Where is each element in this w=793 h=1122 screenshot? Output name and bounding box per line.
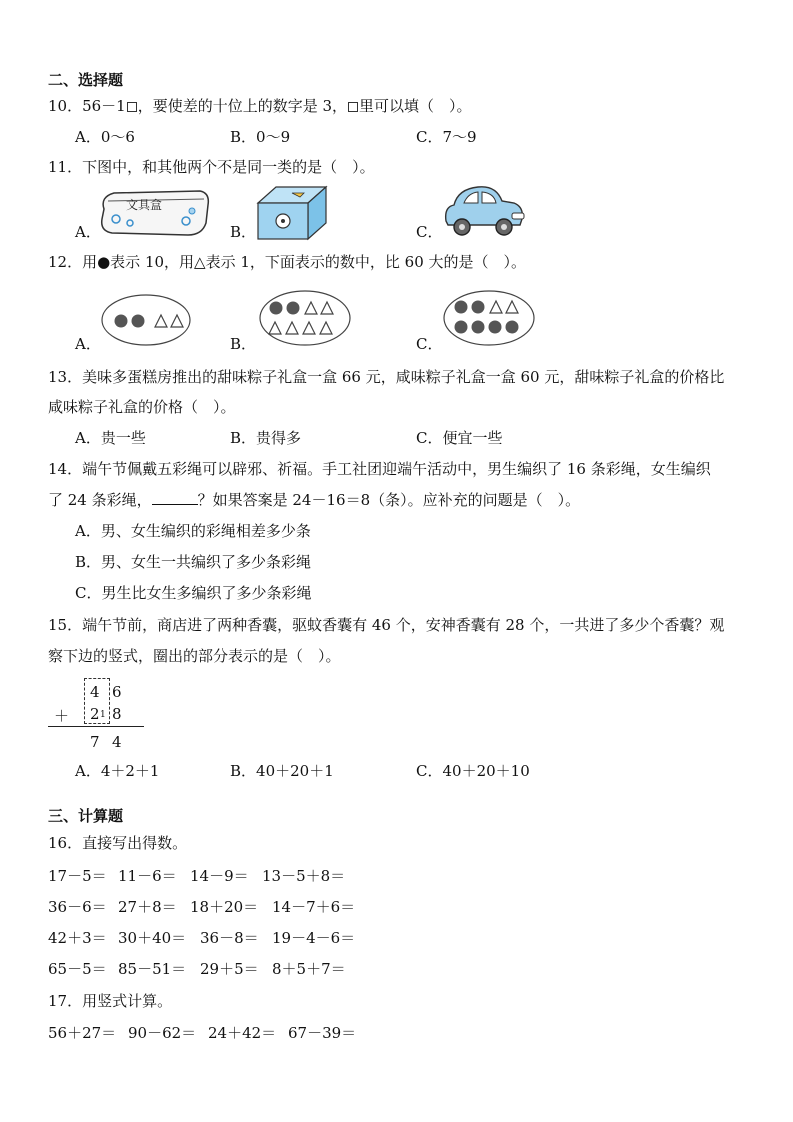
one-triangle-icon (321, 302, 333, 314)
q11-stem: 11．下图中，和其他两个不是同一类的是（ ）。 (48, 158, 375, 176)
ten-dot-icon (455, 301, 468, 314)
q16-stem: 16．直接写出得数。 (48, 834, 188, 852)
one-triangle-icon (269, 322, 281, 334)
one-triangle-icon (171, 315, 183, 327)
q11-option-b[interactable]: B． (230, 223, 257, 241)
q10-stem (48, 96, 472, 116)
q14-stem-line-1: 14．端午节佩戴五彩绳可以辟邪、祈福。手工社团迎端午活动中，男生编织了 16 条彩绳，女生编织 (48, 460, 711, 478)
q16-item: 13－5＋8＝ (262, 867, 346, 885)
q14-stem-line-2 (48, 490, 580, 510)
one-triangle-icon (305, 302, 317, 314)
q12-stem: 12．用●表示 10，用△表示 1，下面表示的数中，比 60 大的是（ ）。 (48, 253, 527, 271)
digit: 4 (112, 733, 122, 751)
blank-box-icon (348, 102, 358, 112)
ten-dot-icon (270, 302, 283, 315)
q16-item: 19－4－6＝ (272, 929, 356, 947)
q14-stem-part-a: 了 24 条彩绳， (48, 491, 152, 509)
q16-item: 18＋20＝ (190, 898, 259, 916)
q10-stem-part-a: 10．56－1 (48, 97, 126, 115)
q12-option-a[interactable]: A． (75, 335, 101, 353)
q12-option-b-figure (258, 288, 352, 348)
ten-dot-icon (489, 321, 502, 334)
q16-item: 29＋5＝ (200, 960, 259, 978)
q15-stem-line-2: 察下边的竖式，圈出的部分表示的是（ ）。 (48, 647, 341, 665)
digit: 4 (90, 683, 100, 701)
ten-dot-icon (287, 302, 300, 315)
q10-stem-part-c: 里可以填（ ）。 (359, 97, 472, 115)
answer-blank[interactable] (152, 490, 198, 505)
section-title-choice: 二、选择题 (48, 71, 124, 89)
q15-option-b[interactable]: B．40＋20＋1 (230, 762, 334, 780)
one-triangle-icon (303, 322, 315, 334)
pencil-box-label: 文具盒 (126, 198, 163, 212)
q16-item: 14－7＋6＝ (272, 898, 356, 916)
q16-row (48, 866, 345, 886)
q11-option-a[interactable]: A． (75, 223, 101, 241)
digit: 2 (90, 705, 100, 723)
q16-item: 42＋3＝ (48, 929, 107, 947)
ten-dot-icon (472, 321, 485, 334)
blank-box-icon (127, 102, 137, 112)
carry-digit: 1 (100, 710, 106, 720)
q14-option-b[interactable]: B．男、女生一共编织了多少条彩绳 (75, 553, 312, 571)
q13-option-b[interactable]: B．贵得多 (230, 429, 302, 447)
sum-line (48, 726, 144, 727)
q12-option-a-figure (100, 292, 192, 348)
q13-option-a[interactable]: A．贵一些 (75, 429, 146, 447)
section-title-calculation: 三、计算题 (48, 807, 124, 825)
one-triangle-icon (286, 322, 298, 334)
q15-option-c[interactable]: C．40＋20＋10 (416, 762, 530, 780)
digit: 7 (90, 733, 100, 751)
ten-dot-icon (132, 315, 145, 328)
pencil-box-icon (96, 187, 212, 239)
q17-item: 67－39＝ (288, 1024, 357, 1042)
q10-stem-part-b: ，要使差的十位上的数字是 3， (137, 97, 348, 115)
q16-row (48, 928, 355, 948)
ten-dot-icon (472, 301, 485, 314)
q17-item: 90－62＝ (128, 1024, 197, 1042)
q12-option-b[interactable]: B． (230, 335, 257, 353)
q13-stem-line-1: 13．美味多蛋糕房推出的甜味粽子礼盒一盒 66 元，咸味粽子礼盒一盒 60 元，甜味粽子礼盒的价格比 (48, 368, 725, 386)
q17-stem: 17．用竖式计算。 (48, 992, 173, 1010)
q13-stem-line-2: 咸味粽子礼盒的价格（ ）。 (48, 398, 236, 416)
pencil-sharpener-icon (252, 183, 332, 241)
q17-item: 24＋42＝ (208, 1024, 277, 1042)
one-triangle-icon (506, 301, 518, 313)
q16-row (48, 959, 346, 979)
q16-item: 85－51＝ (118, 960, 187, 978)
q14-option-c[interactable]: C．男生比女生多编织了多少条彩绳 (75, 584, 312, 602)
q16-item: 27＋8＝ (118, 898, 177, 916)
q10-option-b[interactable]: B．0～9 (230, 128, 291, 146)
q11-option-c[interactable]: C． (416, 223, 443, 241)
q10-option-c[interactable]: C．7～9 (416, 128, 477, 146)
q10-option-a[interactable]: A．0～6 (75, 128, 135, 146)
digit: 6 (112, 683, 122, 701)
q16-item: 11－6＝ (118, 867, 177, 885)
one-triangle-icon (155, 315, 167, 327)
q16-item: 36－6＝ (48, 898, 107, 916)
q14-stem-part-b: ？如果答案是 24－16＝8（条）。应补充的问题是（ ）。 (197, 491, 581, 509)
vertical-addition (44, 676, 154, 756)
q16-item: 65－5＝ (48, 960, 107, 978)
q12-option-c-figure (442, 288, 536, 348)
q16-item: 8＋5＋7＝ (272, 960, 346, 978)
plus-sign: ＋ (54, 707, 70, 725)
q16-item: 17－5＝ (48, 867, 107, 885)
one-triangle-icon (320, 322, 332, 334)
ten-dot-icon (115, 315, 128, 328)
q16-item: 30＋40＝ (118, 929, 187, 947)
q15-stem-line-1: 15．端午节前，商店进了两种香囊，驱蚊香囊有 46 个，安神香囊有 28 个，一共进了多少个香囊？观 (48, 616, 725, 634)
digit: 8 (112, 705, 122, 723)
q16-item: 36－8＝ (200, 929, 259, 947)
q16-item: 14－9＝ (190, 867, 249, 885)
q12-option-c[interactable]: C． (416, 335, 443, 353)
q17-row (48, 1023, 356, 1043)
toy-car-icon (440, 181, 526, 239)
ten-dot-icon (455, 321, 468, 334)
q14-option-a[interactable]: A．男、女生编织的彩绳相差多少条 (75, 522, 311, 540)
one-triangle-icon (490, 301, 502, 313)
q17-item: 56＋27＝ (48, 1024, 117, 1042)
q16-row (48, 897, 355, 917)
q15-option-a[interactable]: A．4＋2＋1 (75, 762, 160, 780)
q13-option-c[interactable]: C．便宜一些 (416, 429, 503, 447)
ten-dot-icon (506, 321, 519, 334)
